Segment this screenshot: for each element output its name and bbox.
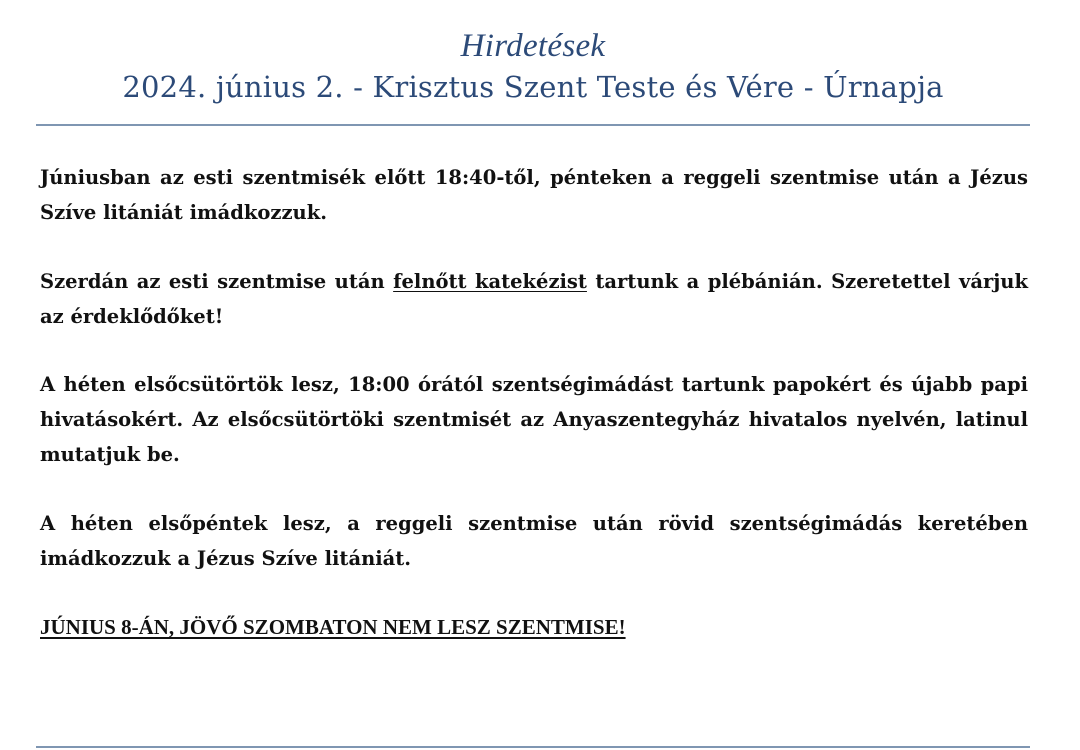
announcement-paragraph-catechesis: [40, 264, 1028, 334]
important-notice: JÚNIUS 8-ÁN, JÖVŐ SZOMBATON NEM LESZ SZENTMISE!: [40, 615, 626, 639]
announcement-text: tartunk a plébánián. Szeretettel várjuk az érdeklődőket!: [40, 270, 1028, 328]
announcement-paragraph: Júniusban az esti szentmisék előtt 18:40-től, pénteken a reggeli szentmise után a Jézus Szíve litániát imádkozzuk.: [40, 166, 1028, 224]
catechesis-highlight: felnőtt katekézist: [393, 270, 587, 293]
page-subtitle: 2024. június 2. - Krisztus Szent Teste és Vére - Úrnapja: [122, 70, 944, 104]
announcement-text: Szerdán az esti szentmise után: [40, 270, 394, 293]
announcement-paragraph: A héten elsőcsütörtök lesz, 18:00 órától szentségimádást tartunk papokért és újabb papi hivatásokért. Az elsőcsütörtöki szentmisét az Anyaszentegyház hivatalos nyelvén, latinul mutatjuk be.: [40, 373, 1028, 466]
header-divider: [36, 124, 1030, 126]
footer-divider: [36, 746, 1030, 748]
announcements-body: [40, 160, 1028, 645]
announcement-paragraph: A héten elsőpéntek lesz, a reggeli szentmise után rövid szentségimádás keretében imádkozzuk a Jézus Szíve litániát.: [40, 512, 1028, 570]
page-title: Hirdetések: [460, 28, 606, 64]
header: [36, 26, 1030, 108]
